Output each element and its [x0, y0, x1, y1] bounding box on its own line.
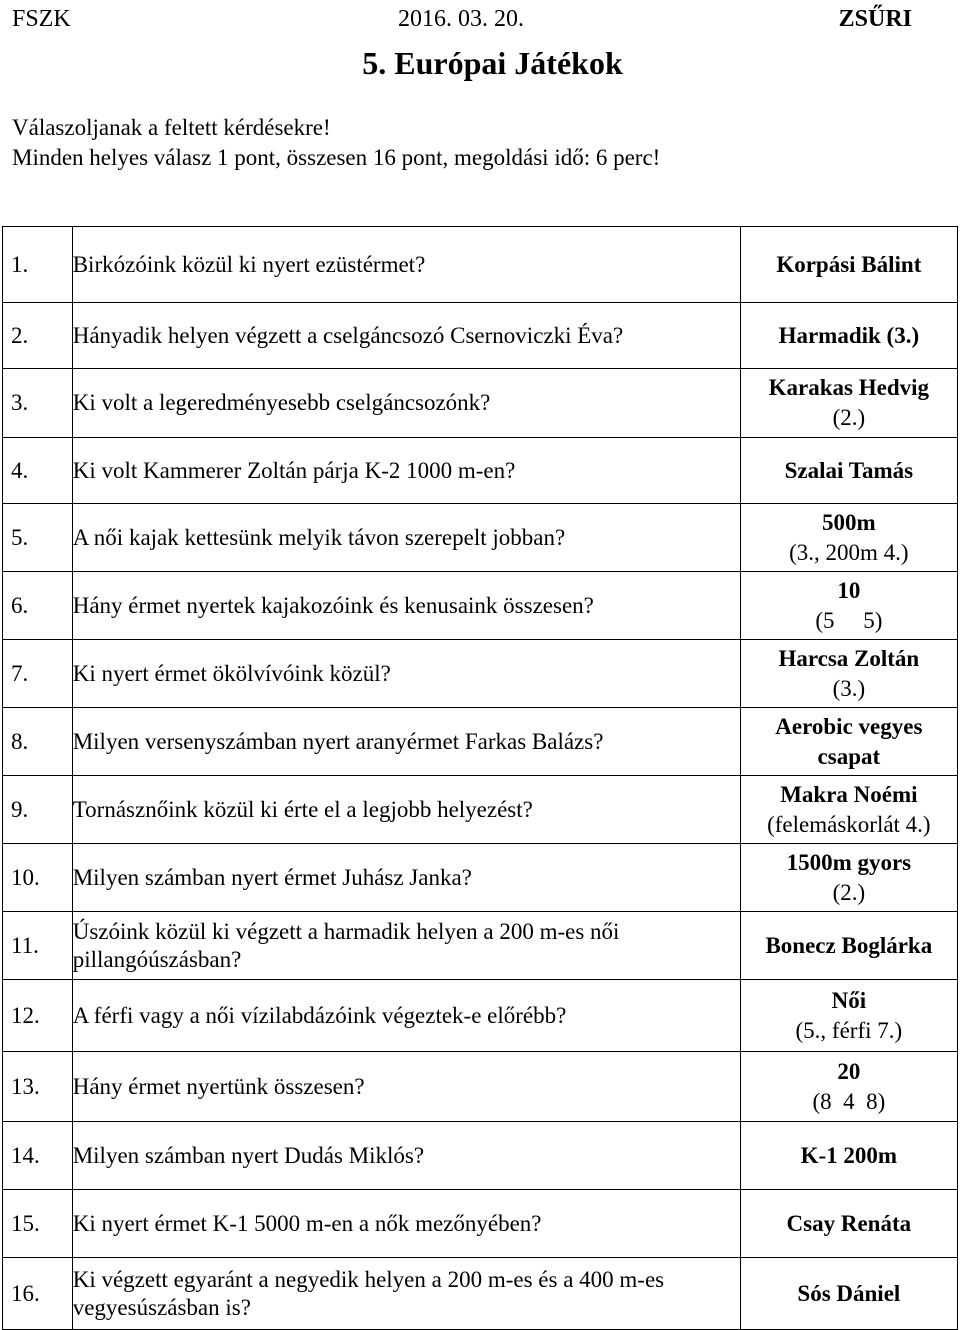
question-text: A férfi vagy a női vízilabdázóink végeztek-e előrébb?: [72, 980, 740, 1052]
question-text: Milyen számban nyert Dudás Miklós?: [72, 1122, 740, 1190]
question-row: [3, 572, 958, 640]
answer-detail: (2.): [832, 879, 866, 905]
answer-detail: (5., férfi 7.): [795, 1017, 903, 1043]
answer-detail: (5 5): [815, 607, 883, 633]
question-row: [3, 227, 958, 303]
answer-detail: (8 4 8): [812, 1088, 886, 1114]
question-row: [3, 1122, 958, 1190]
question-text: Ki nyert érmet K-1 5000 m-en a nők mezőnyében?: [72, 1190, 740, 1258]
question-number: 9.: [3, 776, 73, 844]
question-text: A női kajak kettesünk melyik távon szerepelt jobban?: [72, 504, 740, 572]
answer-main: Szalai Tamás: [784, 457, 914, 483]
question-row: [3, 1052, 958, 1122]
question-row: [3, 980, 958, 1052]
header-left: FSZK: [12, 6, 71, 32]
answer-cell: [740, 640, 957, 708]
question-text: Hány érmet nyertünk összesen?: [72, 1052, 740, 1122]
intro-line-2: Minden helyes válasz 1 pont, összesen 16 pont, megoldási idő: 6 perc!: [12, 145, 661, 170]
question-row: [3, 776, 958, 844]
question-number: 3.: [3, 369, 73, 438]
question-number: 16.: [3, 1258, 73, 1330]
question-text: Ki volt Kammerer Zoltán párja K-2 1000 m-en?: [72, 438, 740, 504]
answer-cell: [740, 980, 957, 1052]
answer-cell: [740, 369, 957, 438]
answer-cell: [740, 572, 957, 640]
answer-cell: [740, 1052, 957, 1122]
answer-main: Női: [831, 987, 867, 1013]
answer-cell: [740, 303, 957, 369]
question-number: 7.: [3, 640, 73, 708]
answer-main: Bonecz Boglárka: [765, 932, 933, 958]
question-number: 12.: [3, 980, 73, 1052]
question-row: [3, 303, 958, 369]
question-text: Birkózóink közül ki nyert ezüstérmet?: [72, 227, 740, 303]
question-number: 1.: [3, 227, 73, 303]
question-text: Ki végzett egyaránt a negyedik helyen a 200 m-es és a 400 m-es vegyesúszásban is?: [72, 1258, 740, 1330]
answer-main: Korpási Bálint: [776, 251, 922, 277]
answer-detail: (2.): [832, 405, 866, 430]
question-row: [3, 1190, 958, 1258]
answer-main: Csay Renáta: [786, 1210, 912, 1236]
answer-detail: (3.): [832, 675, 866, 701]
answer-main: Harmadik (3.): [778, 322, 920, 348]
question-text: Tornásznőink közül ki érte el a legjobb helyezést?: [72, 776, 740, 844]
question-number: 6.: [3, 572, 73, 640]
answer-main: Makra Noémi: [780, 781, 918, 807]
answer-main: Aerobic vegyes: [775, 713, 923, 739]
intro-line-1: Válaszoljanak a feltett kérdésekre!: [12, 115, 331, 140]
question-text: Ki nyert érmet ökölvívóink közül?: [72, 640, 740, 708]
question-row: [3, 369, 958, 438]
answer-main: 1500m gyors: [786, 849, 912, 875]
question-number: 4.: [3, 438, 73, 504]
answer-main: K-1 200m: [800, 1142, 898, 1168]
question-row: [3, 708, 958, 776]
question-number: 14.: [3, 1122, 73, 1190]
answer-main: Harcsa Zoltán: [778, 645, 920, 671]
header-right: ZSŰRI: [838, 6, 912, 32]
question-text: Hány érmet nyertek kajakozóink és kenusaink összesen?: [72, 572, 740, 640]
answer-cell: [740, 504, 957, 572]
answer-cell: [740, 227, 957, 303]
answer-detail: (3., 200m 4.): [789, 539, 909, 565]
answer-cell: [740, 708, 957, 776]
answer-cell: [740, 1258, 957, 1330]
quiz-table: [2, 226, 958, 1330]
question-row: [3, 438, 958, 504]
answer-main: Sós Dániel: [797, 1280, 901, 1306]
question-row: [3, 640, 958, 708]
question-row: [3, 504, 958, 572]
answer-cell: [740, 912, 957, 980]
question-number: 10.: [3, 844, 73, 912]
header-date: 2016. 03. 20.: [398, 6, 524, 32]
question-text: Úszóink közül ki végzett a harmadik helyen a 200 m-es női pillangóúszásban?: [72, 912, 740, 980]
answer-main: Karakas Hedvig: [768, 375, 930, 400]
answer-cell: [740, 438, 957, 504]
answer-cell: [740, 844, 957, 912]
question-text: Ki volt a legeredményesebb cselgáncsozónk?: [72, 369, 740, 438]
answer-main: 10: [837, 577, 861, 603]
answer-cell: [740, 776, 957, 844]
answer-detail: (felemáskorlát 4.): [767, 811, 931, 837]
question-number: 8.: [3, 708, 73, 776]
question-number: 5.: [3, 504, 73, 572]
question-row: [3, 844, 958, 912]
answer-cell: [740, 1122, 957, 1190]
question-number: 11.: [3, 912, 73, 980]
question-row: [3, 1258, 958, 1330]
question-number: 2.: [3, 303, 73, 369]
intro: [12, 113, 660, 173]
question-text: Hányadik helyen végzett a cselgáncsozó Csernoviczki Éva?: [72, 303, 740, 369]
answer-cell: [740, 1190, 957, 1258]
answer-main: 20: [837, 1058, 861, 1084]
question-number: 15.: [3, 1190, 73, 1258]
question-number: 13.: [3, 1052, 73, 1122]
page-title: 5. Európai Játékok: [362, 45, 623, 81]
answer-detail: csapat: [817, 743, 881, 769]
question-text: Milyen versenyszámban nyert aranyérmet Farkas Balázs?: [72, 708, 740, 776]
question-text: Milyen számban nyert érmet Juhász Janka?: [72, 844, 740, 912]
answer-main: 500m: [822, 509, 876, 535]
question-row: [3, 912, 958, 980]
